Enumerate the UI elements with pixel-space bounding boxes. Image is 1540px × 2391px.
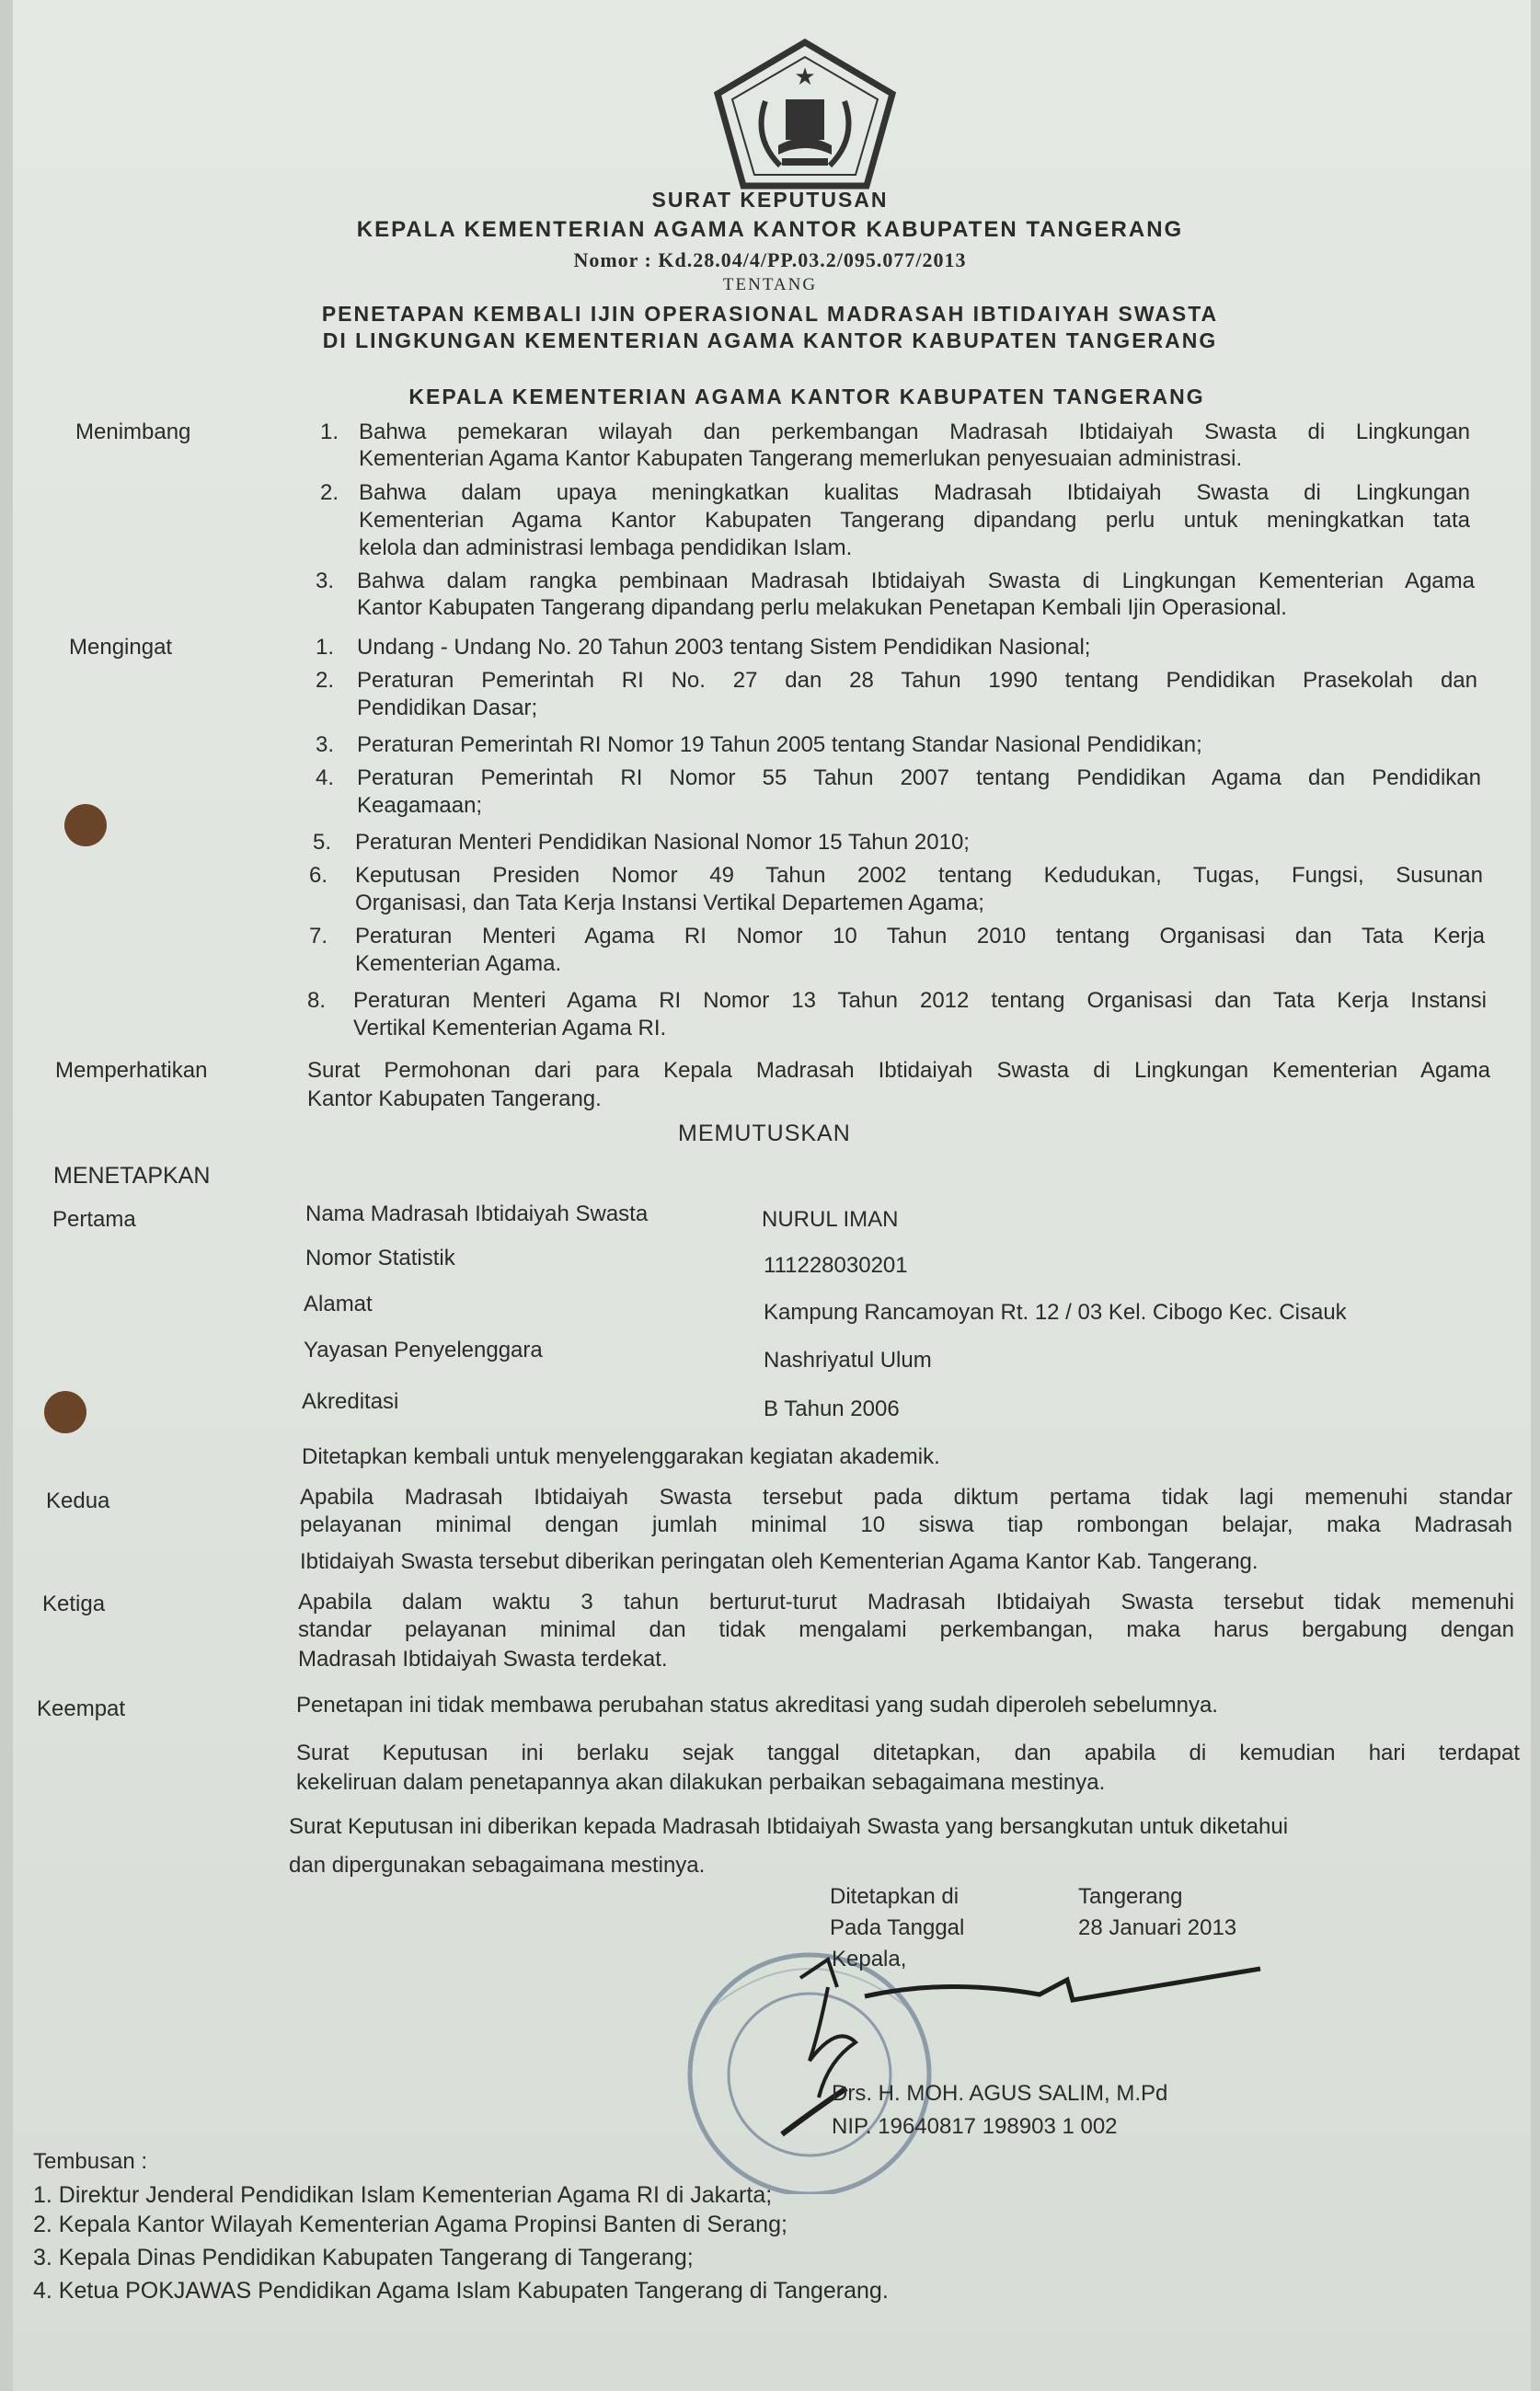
mengingat-num: 3. bbox=[316, 732, 335, 757]
tembusan-item: 2. Kepala Kantor Wilayah Kementerian Agama Propinsi Banten di Serang; bbox=[33, 2212, 787, 2237]
menimbang-line: Kementerian Agama Kantor Kabupaten Tangerang dipandang perlu untuk meningkatkan tata bbox=[359, 508, 1470, 533]
pertama-label: Pertama bbox=[52, 1207, 136, 1232]
menimbang-num: 1. bbox=[320, 420, 339, 444]
mengingat-num: 5. bbox=[313, 830, 332, 855]
ditetapkan-value: Tangerang bbox=[1078, 1884, 1183, 1909]
field-key: Akreditasi bbox=[302, 1389, 399, 1414]
mengingat-line: Pendidikan Dasar; bbox=[357, 695, 538, 720]
ketiga-line: Madrasah Ibtidaiyah Swasta terdekat. bbox=[298, 1647, 668, 1672]
tembusan-label: Tembusan : bbox=[33, 2149, 148, 2174]
berlaku-line: kekeliruan dalam penetapannya akan dilakukan perbaikan sebagaimana mestinya. bbox=[296, 1770, 1106, 1795]
punch-hole bbox=[64, 804, 107, 846]
tembusan-item: 4. Ketua POKJAWAS Pendidikan Agama Islam Kabupaten Tangerang di Tangerang. bbox=[33, 2278, 889, 2304]
keempat-line: Penetapan ini tidak membawa perubahan status akreditasi yang sudah diperoleh sebelumnya. bbox=[296, 1693, 1218, 1718]
menimbang-line: Bahwa dalam rangka pembinaan Madrasah Ibtidaiyah Swasta di Lingkungan Kementerian Agama bbox=[357, 569, 1475, 593]
tanggal-value: 28 Januari 2013 bbox=[1078, 1915, 1237, 1940]
menimbang-line: kelola dan administrasi lembaga pendidikan Islam. bbox=[359, 535, 853, 560]
punch-hole bbox=[44, 1391, 86, 1433]
mengingat-num: 7. bbox=[309, 924, 328, 948]
field-value: 111228030201 bbox=[764, 1253, 908, 1278]
mengingat-line: Vertikal Kementerian Agama RI. bbox=[353, 1016, 667, 1040]
mengingat-num: 8. bbox=[307, 988, 327, 1013]
mengingat-line: Peraturan Menteri Agama RI Nomor 10 Tahun 2010 tentang Organisasi dan Tata Kerja bbox=[355, 924, 1485, 948]
mengingat-num: 4. bbox=[316, 765, 335, 790]
kedua-line: Ibtidaiyah Swasta tersebut diberikan peringatan oleh Kementerian Agama Kantor Kab. Tangerang. bbox=[300, 1549, 1258, 1574]
mengingat-num: 1. bbox=[316, 635, 335, 660]
jabatan: Kepala, bbox=[832, 1947, 907, 1971]
mengingat-label: Mengingat bbox=[69, 635, 173, 660]
menimbang-label: Menimbang bbox=[75, 420, 191, 444]
doc-subject-line2: DI LINGKUNGAN KEMENTERIAN AGAMA KANTOR KABUPATEN TANGERANG bbox=[322, 328, 1218, 352]
menimbang-line: Kantor Kabupaten Tangerang dipandang perlu melakukan Penetapan Kembali Ijin Operasional. bbox=[357, 595, 1287, 620]
menetapkan-label: MENETAPKAN bbox=[53, 1163, 211, 1189]
field-value: NURUL IMAN bbox=[762, 1207, 899, 1232]
ketiga-label: Ketiga bbox=[42, 1592, 106, 1616]
field-key: Nama Madrasah Ibtidaiyah Swasta bbox=[305, 1201, 649, 1226]
field-value: B Tahun 2006 bbox=[764, 1397, 900, 1421]
pertama-closing: Ditetapkan kembali untuk menyelenggarakan kegiatan akademik. bbox=[302, 1444, 940, 1469]
diberikan-line: Surat Keputusan ini diberikan kepada Madrasah Ibtidaiyah Swasta yang bersangkutan untuk diketahui bbox=[289, 1814, 1289, 1839]
kedua-line: Apabila Madrasah Ibtidaiyah Swasta tersebut pada diktum pertama tidak lagi memenuhi standar bbox=[300, 1485, 1512, 1510]
memperhatikan-line: Kantor Kabupaten Tangerang. bbox=[307, 1086, 602, 1111]
memperhatikan-label: Memperhatikan bbox=[55, 1058, 208, 1083]
mengingat-line: Organisasi, dan Tata Kerja Instansi Vertikal Departemen Agama; bbox=[355, 891, 984, 915]
field-key: Yayasan Penyelenggara bbox=[304, 1338, 543, 1362]
mengingat-line: Peraturan Pemerintah RI Nomor 19 Tahun 2005 tentang Standar Nasional Pendidikan; bbox=[357, 732, 1202, 757]
mengingat-line: Keputusan Presiden Nomor 49 Tahun 2002 tentang Kedudukan, Tugas, Fungsi, Susunan bbox=[355, 863, 1483, 888]
doc-tentang: TENTANG bbox=[722, 275, 818, 294]
doc-number: Nomor : Kd.28.04/4/PP.03.2/095.077/2013 bbox=[573, 248, 967, 271]
menimbang-num: 3. bbox=[316, 569, 335, 593]
memutuskan-heading: MEMUTUSKAN bbox=[678, 1121, 851, 1146]
mengingat-num: 6. bbox=[309, 863, 328, 888]
kedua-label: Kedua bbox=[46, 1489, 110, 1513]
mengingat-line: Peraturan Menteri Pendidikan Nasional Nomor 15 Tahun 2010; bbox=[355, 830, 970, 855]
signatory-name: Drs. H. MOH. AGUS SALIM, M.Pd bbox=[832, 2081, 1168, 2106]
tembusan-item: 3. Kepala Dinas Pendidikan Kabupaten Tangerang di Tangerang; bbox=[33, 2245, 694, 2270]
mengingat-line: Peraturan Pemerintah RI No. 27 dan 28 Tahun 1990 tentang Pendidikan Prasekolah dan bbox=[357, 668, 1477, 693]
menimbang-line: Bahwa pemekaran wilayah dan perkembangan Madrasah Ibtidaiyah Swasta di Lingkungan bbox=[359, 420, 1470, 444]
field-key: Alamat bbox=[304, 1292, 373, 1316]
svg-text:★: ★ bbox=[794, 63, 816, 91]
mengingat-num: 2. bbox=[316, 668, 335, 693]
doc-subject-line1: PENETAPAN KEMBALI IJIN OPERASIONAL MADRASAH IBTIDAIYAH SWASTA bbox=[321, 302, 1219, 326]
tembusan-item: 1. Direktur Jenderal Pendidikan Islam Kementerian Agama RI di Jakarta; bbox=[33, 2182, 773, 2208]
menimbang-line: Kementerian Agama Kantor Kabupaten Tangerang memerlukan penyesuaian administrasi. bbox=[359, 446, 1243, 471]
menimbang-line: Bahwa dalam upaya meningkatkan kualitas Madrasah Ibtidaiyah Swasta di Lingkungan bbox=[359, 480, 1470, 505]
field-value: Kampung Rancamoyan Rt. 12 / 03 Kel. Cibogo Kec. Cisauk bbox=[764, 1300, 1347, 1325]
ditetapkan-label: Ditetapkan di bbox=[830, 1884, 960, 1909]
berlaku-line: Surat Keputusan ini berlaku sejak tanggal ditetapkan, dan apabila di kemudian hari terdapat bbox=[296, 1741, 1520, 1765]
ministry-emblem-logo bbox=[708, 37, 902, 193]
keempat-label: Keempat bbox=[37, 1696, 126, 1721]
mengingat-line: Peraturan Menteri Agama RI Nomor 13 Tahun 2012 tentang Organisasi dan Tata Kerja Instansi bbox=[353, 988, 1487, 1013]
mengingat-line: Undang - Undang No. 20 Tahun 2003 tentang Sistem Pendidikan Nasional; bbox=[357, 635, 1091, 660]
memperhatikan-line: Surat Permohonan dari para Kepala Madrasah Ibtidaiyah Swasta di Lingkungan Kementerian Agama bbox=[307, 1058, 1490, 1083]
kedua-line: pelayanan minimal dengan jumlah minimal 10 siswa tiap rombongan belajar, maka Madrasah bbox=[300, 1512, 1512, 1537]
mengingat-line: Kementerian Agama. bbox=[355, 951, 562, 976]
field-value: Nashriyatul Ulum bbox=[764, 1348, 932, 1373]
mengingat-line: Keagamaan; bbox=[357, 793, 483, 818]
doc-subtitle: KEPALA KEMENTERIAN AGAMA KANTOR KABUPATEN TANGERANG bbox=[356, 217, 1184, 242]
ketiga-line: standar pelayanan minimal dan tidak mengalami perkembangan, maka harus bergabung dengan bbox=[298, 1617, 1514, 1642]
tanggal-label: Pada Tanggal bbox=[830, 1915, 965, 1940]
mengingat-line: Peraturan Pemerintah RI Nomor 55 Tahun 2007 tentang Pendidikan Agama dan Pendidikan bbox=[357, 765, 1481, 790]
field-key: Nomor Statistik bbox=[305, 1246, 455, 1270]
menimbang-num: 2. bbox=[320, 480, 339, 505]
diberikan-line: dan dipergunakan sebagaimana mestinya. bbox=[289, 1853, 706, 1878]
ketiga-line: Apabila dalam waktu 3 tahun berturut-turut Madrasah Ibtidaiyah Swasta tersebut tidak memenuhi bbox=[298, 1590, 1514, 1615]
doc-title: SURAT KEPUTUSAN bbox=[651, 188, 889, 212]
doc-authority: KEPALA KEMENTERIAN AGAMA KANTOR KABUPATEN TANGERANG bbox=[408, 385, 1205, 408]
signatory-nip: NIP. 19640817 198903 1 002 bbox=[832, 2114, 1118, 2139]
